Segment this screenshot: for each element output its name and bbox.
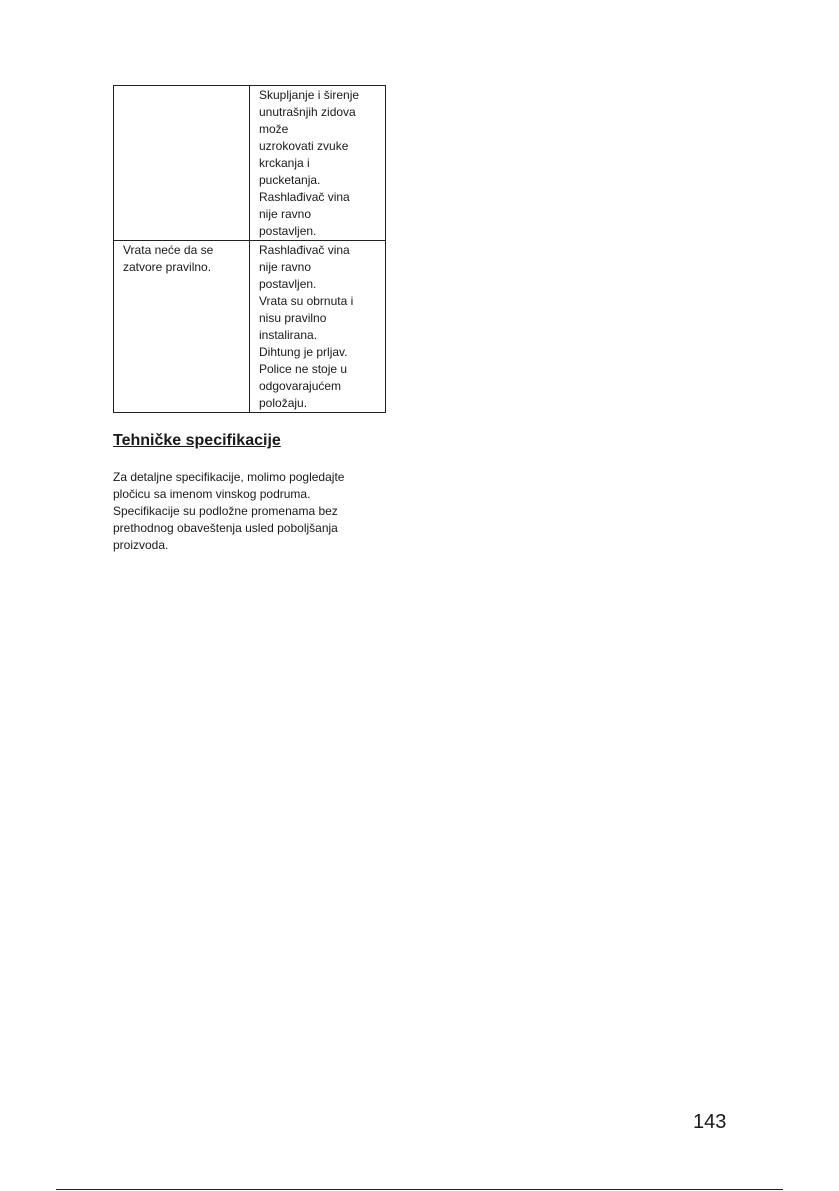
cause-line: Rashlađivač vina xyxy=(259,190,350,204)
table-row xyxy=(114,86,386,241)
cause-line: Dihtung je prljav. xyxy=(259,345,348,359)
body-line: proizvoda. xyxy=(113,538,169,552)
cause-line: odgovarajućem xyxy=(259,379,342,393)
cause-line: nisu pravilno xyxy=(259,311,327,325)
section-body xyxy=(113,469,383,554)
cause-line: unutrašnjih zidova xyxy=(259,105,356,119)
body-line: Za detaljne specifikacije, molimo pogledajte xyxy=(113,470,345,484)
problem-cell: Vrata neće da se zatvore pravilno. xyxy=(114,241,250,413)
cause-line: može xyxy=(259,122,289,136)
body-line: pločicu sa imenom vinskog podruma. xyxy=(113,487,311,501)
body-line: Specifikacije su podložne promenama bez xyxy=(113,504,338,518)
troubleshooting-table xyxy=(113,85,386,413)
problem-cell xyxy=(114,86,250,241)
cause-line: položaju. xyxy=(259,396,308,410)
table-row xyxy=(114,241,386,413)
cause-line: instalirana. xyxy=(259,328,318,342)
section-heading: Tehničke specifikacije xyxy=(113,432,281,449)
cause-cell xyxy=(250,241,386,413)
body-line: prethodnog obaveštenja usled poboljšanja xyxy=(113,521,338,535)
cause-line: postavljen. xyxy=(259,224,317,238)
cause-line: nije ravno xyxy=(259,260,312,274)
cause-line: Skupljanje i širenje xyxy=(259,88,360,102)
cause-line: Rashlađivač vina xyxy=(259,243,350,257)
cause-line: uzrokovati zvuke xyxy=(259,139,349,153)
cause-line: postavljen. xyxy=(259,277,317,291)
cause-cell xyxy=(250,86,386,241)
cause-line: Police ne stoje u xyxy=(259,362,348,376)
cause-line: nije ravno xyxy=(259,207,312,221)
cause-line: krckanja i xyxy=(259,156,310,170)
page-number: 143 xyxy=(693,1111,727,1133)
cause-line: Vrata su obrnuta i xyxy=(259,294,354,308)
footer-divider xyxy=(56,1189,783,1190)
cause-line: pucketanja. xyxy=(259,173,321,187)
